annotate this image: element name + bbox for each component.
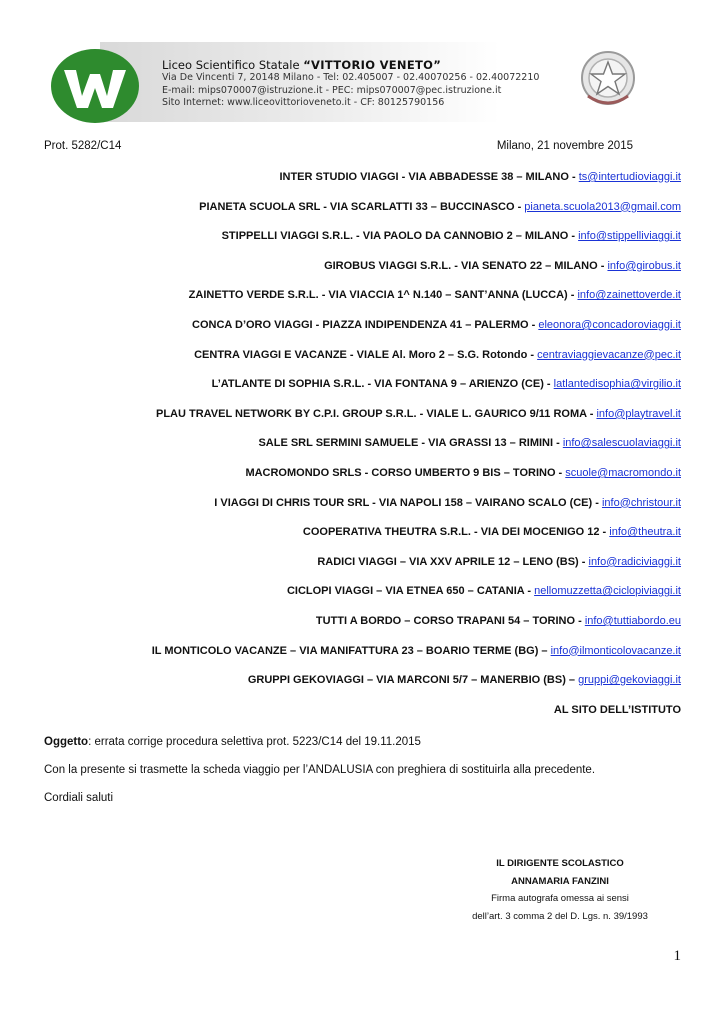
recipient-email-link[interactable]: scuole@macromondo.it bbox=[565, 466, 681, 479]
signatory-title: IL DIRIGENTE SCOLASTICO bbox=[496, 858, 624, 869]
recipient-line bbox=[152, 259, 681, 273]
recipient-line bbox=[152, 466, 681, 480]
recipient-address: ZAINETTO VERDE S.R.L. - VIA VIACCIA 1^ N.140 – SANT’ANNA (LUCCA) - bbox=[188, 289, 578, 302]
subject-line bbox=[44, 735, 595, 749]
recipient-email-link[interactable]: info@salescuolaviaggi.it bbox=[562, 437, 681, 450]
recipient-address: CICLOPI VIAGGI – VIA ETNEA 650 – CATANIA - bbox=[286, 585, 535, 598]
recipient-email-link[interactable]: info@playtravel.it bbox=[596, 407, 681, 420]
recipient-line bbox=[152, 200, 681, 214]
recipient-email-link[interactable]: info@christour.it bbox=[601, 496, 681, 509]
recipient-email-link[interactable]: centraviaggievacanze@pec.it bbox=[537, 348, 681, 361]
school-logo-icon bbox=[50, 48, 140, 124]
recipient-line bbox=[152, 584, 681, 598]
recipient-address: CONCA D’ORO VIAGGI - PIAZZA INDIPENDENZA 41 – PALERMO - bbox=[192, 318, 539, 331]
school-address: Via De Vincenti 7, 20148 Milano - Tel: 02.405007 - 02.40070256 - 02.40072210 bbox=[162, 72, 540, 83]
recipient-line bbox=[152, 229, 681, 243]
recipient-address: CENTRA VIAGGI E VACANZE - VIALE Al. Moro 2 – S.G. Rotondo - bbox=[194, 348, 538, 361]
recipient-address: GRUPPI GEKOVIAGGI – VIA MARCONI 5/7 – MANERBIO (BS) – bbox=[247, 674, 579, 687]
recipient-line bbox=[152, 348, 681, 362]
school-prefix: Liceo Scientifico Statale bbox=[162, 58, 300, 72]
signature-note-2: dell’art. 3 comma 2 del D. Lgs. n. 39/1993 bbox=[472, 910, 648, 922]
recipient-line bbox=[152, 614, 681, 628]
recipient-email-link[interactable]: info@tuttiabordo.eu bbox=[584, 614, 681, 627]
recipient-email-link[interactable]: gruppi@gekoviaggi.it bbox=[578, 674, 681, 687]
recipient-line bbox=[152, 318, 681, 332]
recipient-line bbox=[152, 407, 681, 421]
recipient-address: L’ATLANTE DI SOPHIA S.R.L. - VIA FONTANA 9 – ARIENZO (CE) - bbox=[211, 378, 554, 391]
recipient-address: STIPPELLI VIAGGI S.R.L. - VIA PAOLO DA CANNOBIO 2 – MILANO - bbox=[221, 230, 579, 243]
subject-label: Oggetto bbox=[44, 736, 89, 748]
school-name: “VITTORIO VENETO” bbox=[303, 58, 442, 72]
recipient-address: I VIAGGI DI CHRIS TOUR SRL - VIA NAPOLI 158 – VAIRANO SCALO (CE) - bbox=[214, 496, 602, 509]
recipient-address: PIANETA SCUOLA SRL - VIA SCARLATTI 33 – BUCCINASCO - bbox=[199, 200, 525, 213]
recipient-email-link[interactable]: ts@intertudioviaggi.it bbox=[578, 171, 681, 183]
recipient-address: COOPERATIVA THEUTRA S.R.L. - VIA DEI MOCENIGO 12 - bbox=[302, 526, 610, 539]
recipient-address: PLAU TRAVEL NETWORK BY C.P.I. GROUP S.R.L. - VIALE L. GAURICO 9/11 ROMA - bbox=[155, 407, 597, 420]
recipient-address: MACROMONDO SRLS - CORSO UMBERTO 9 BIS – TORINO - bbox=[245, 466, 566, 479]
recipient-email-link[interactable]: eleonora@concadoroviaggi.it bbox=[538, 318, 681, 331]
signatory-name: ANNAMARIA FANZINI bbox=[511, 875, 609, 887]
recipient-line bbox=[152, 496, 681, 510]
recipient-address: TUTTI A BORDO – CORSO TRAPANI 54 – TORINO - bbox=[315, 614, 585, 627]
recipient-line bbox=[152, 525, 681, 539]
recipient-email-link[interactable]: nellomuzzetta@ciclopiviaggi.it bbox=[534, 585, 681, 598]
letterhead bbox=[40, 36, 690, 126]
page-number: 1 bbox=[673, 948, 681, 964]
recipient-email-link[interactable]: pianeta.scuola2013@gmail.com bbox=[524, 200, 681, 213]
recipient-line bbox=[152, 288, 681, 302]
recipient-line bbox=[152, 644, 681, 658]
closing-line: Cordiali saluti bbox=[44, 792, 114, 804]
italian-republic-emblem-icon bbox=[578, 48, 638, 110]
school-email: E-mail: mips070007@istruzione.it - PEC: mips070007@pec.istruzione.it bbox=[162, 84, 502, 96]
recipient-address: IL MONTICOLO VACANZE – VIA MANIFATTURA 23 – BOARIO TERME (BG) – bbox=[151, 644, 551, 657]
recipient-email-link[interactable]: info@girobus.it bbox=[607, 259, 681, 272]
signature-note-1: Firma autografa omessa ai sensi bbox=[491, 893, 629, 904]
site-recipient: AL SITO DELL’ISTITUTO bbox=[553, 703, 681, 716]
recipient-line bbox=[152, 555, 681, 569]
recipient-line bbox=[152, 170, 681, 184]
school-site: Sito Internet: www.liceovittorioveneto.it - CF: 80125790156 bbox=[162, 97, 445, 109]
recipient-line bbox=[152, 377, 681, 391]
letter-body bbox=[44, 735, 595, 819]
recipient-line bbox=[152, 436, 681, 450]
protocol-number: Prot. 5282/C14 bbox=[44, 140, 122, 152]
body-paragraph: Con la presente si trasmette la scheda viaggio per l’ANDALUSIA con preghiera di sostituirla alla precedente. bbox=[44, 764, 596, 776]
recipient-email-link[interactable]: info@zainettoverde.it bbox=[577, 289, 681, 302]
recipient-list bbox=[152, 170, 681, 732]
school-title bbox=[162, 58, 539, 72]
recipient-email-link[interactable]: info@radiciviaggi.it bbox=[588, 555, 681, 568]
recipient-email-link[interactable]: info@theutra.it bbox=[609, 526, 681, 539]
recipient-address: GIROBUS VIAGGI S.R.L. - VIA SENATO 22 – MILANO - bbox=[324, 259, 608, 272]
recipient-address: INTER STUDIO VIAGGI - VIA ABBADESSE 38 – MILANO - bbox=[279, 171, 579, 183]
recipient-email-link[interactable]: latlantedisophia@virgilio.it bbox=[553, 378, 681, 391]
recipient-email-link[interactable]: info@stippelliviaggi.it bbox=[578, 230, 681, 243]
recipient-line bbox=[152, 673, 681, 687]
recipient-address: RADICI VIAGGI – VIA XXV APRILE 12 – LENO (BS) - bbox=[317, 555, 589, 568]
letter-date: Milano, 21 novembre 2015 bbox=[496, 140, 633, 152]
signature-block bbox=[450, 855, 670, 925]
recipient-email-link[interactable]: info@ilmonticolovacanze.it bbox=[550, 644, 681, 657]
subject-text: : errata corrige procedura selettiva prot. 5223/C14 del 19.11.2015 bbox=[88, 736, 421, 748]
letterhead-text bbox=[162, 58, 539, 110]
recipient-address: SALE SRL SERMINI SAMUELE - VIA GRASSI 13 – RIMINI - bbox=[258, 437, 563, 450]
